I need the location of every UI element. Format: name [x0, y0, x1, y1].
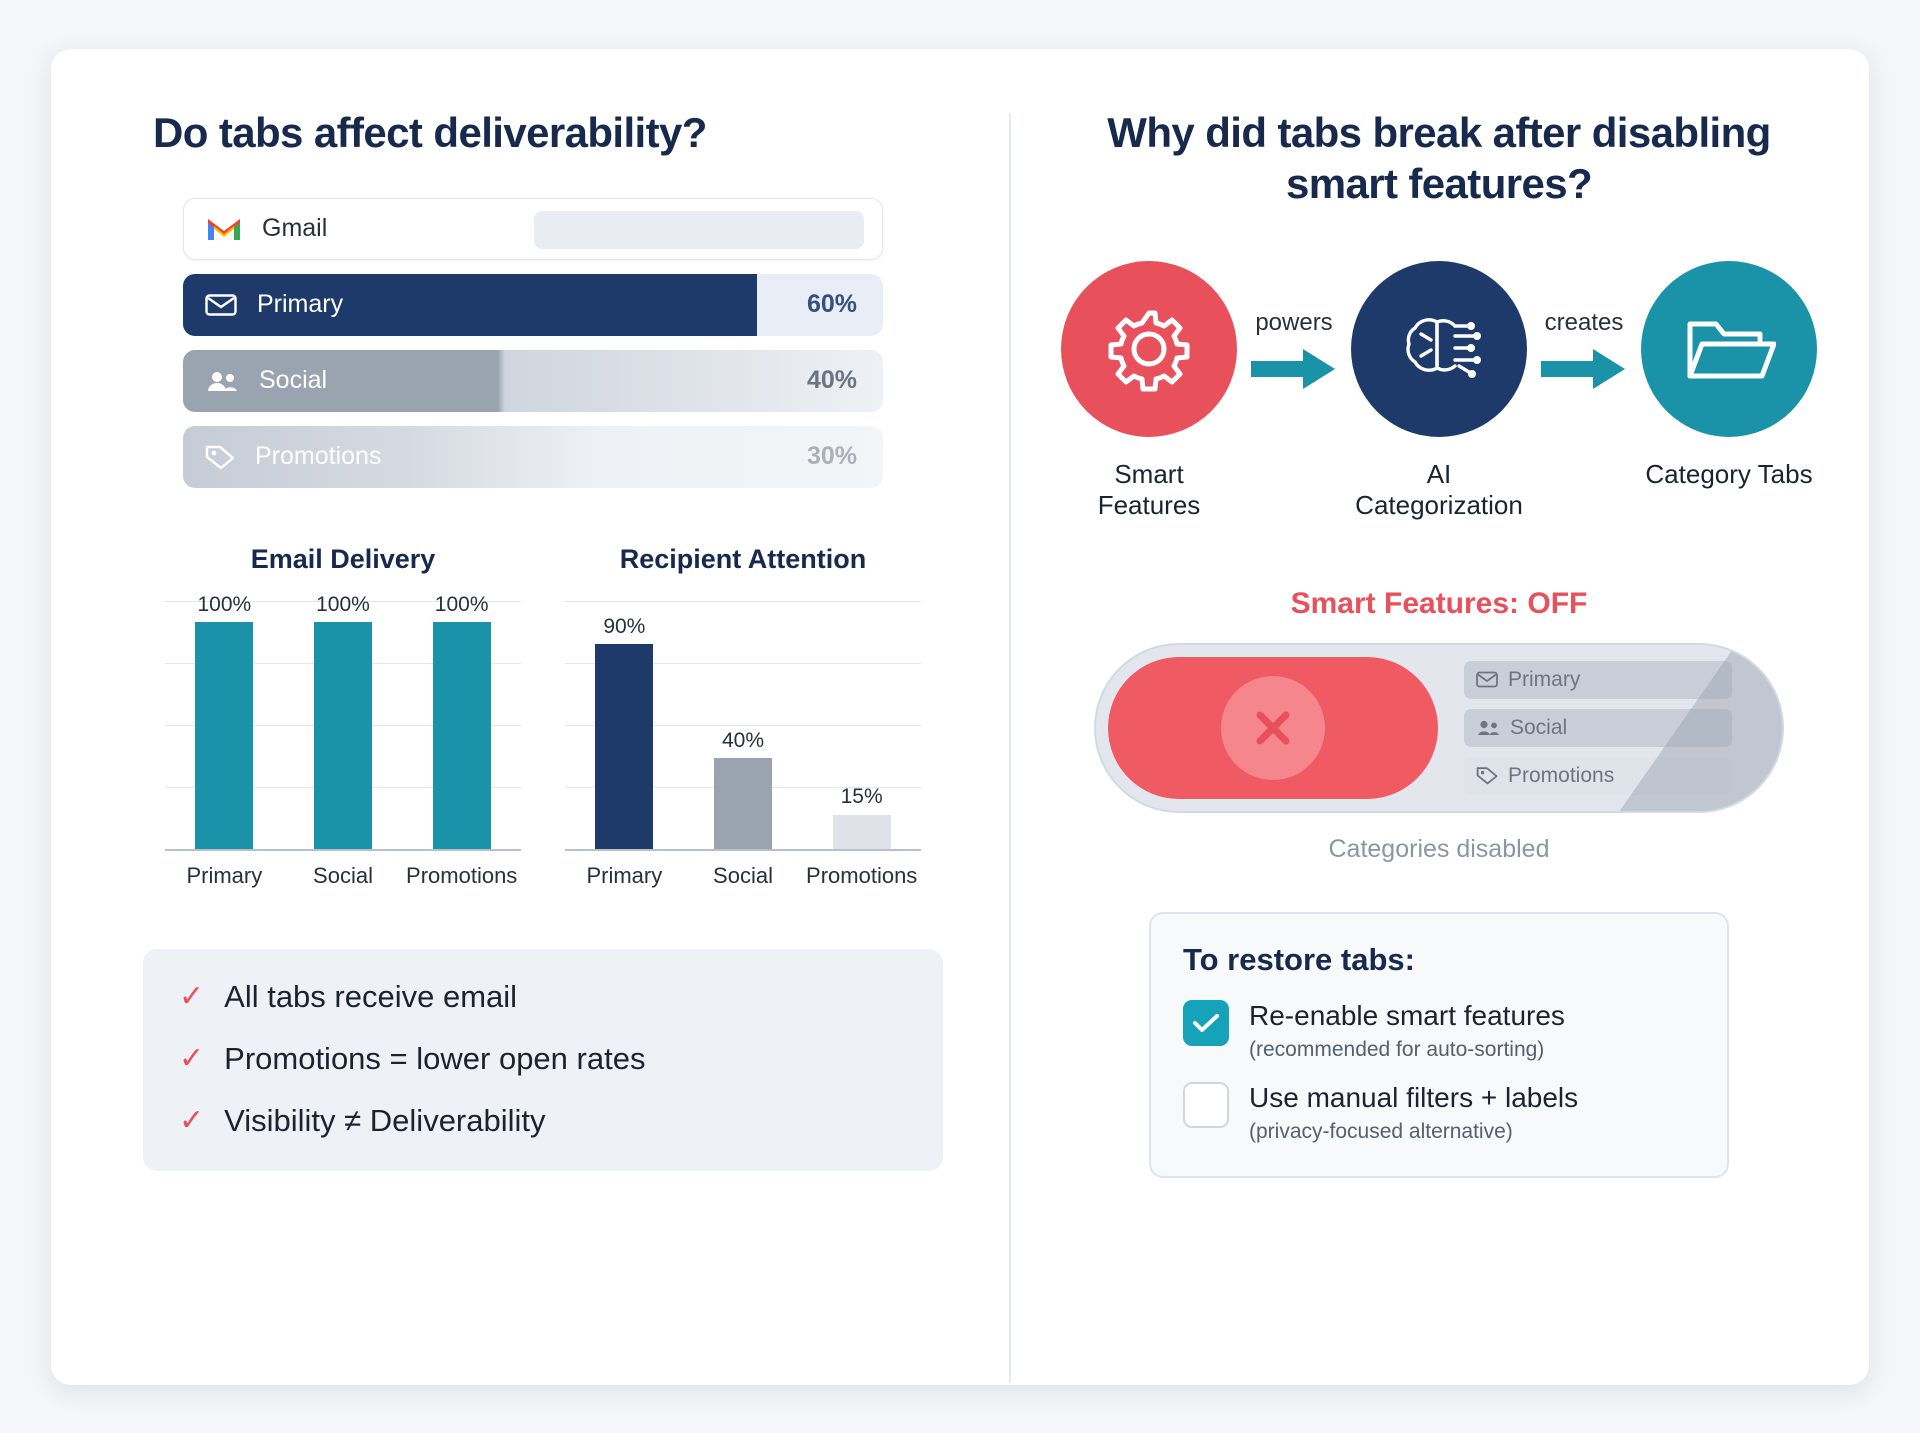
x-icon: [1221, 676, 1325, 780]
arrow-right-icon: [1251, 347, 1337, 391]
chart-plot-email-delivery: [165, 592, 521, 851]
arrow-right-icon: [1541, 347, 1627, 391]
x-label: Promotions: [406, 862, 518, 888]
people-icon: [1476, 719, 1500, 736]
bar-value: 100%: [197, 592, 252, 616]
arrow-label: creates: [1544, 308, 1624, 336]
restore-option-label: Re-enable smart features: [1249, 999, 1565, 1031]
chart-title-email-delivery: Email Delivery: [250, 543, 436, 574]
arrow-label: powers: [1255, 308, 1333, 336]
mini-tab-label: Promotions: [1508, 763, 1615, 787]
flow-label-smart-features: Smart Features: [1097, 458, 1201, 520]
right-column: [1009, 49, 1869, 1385]
check-icon: ✓: [179, 1103, 205, 1137]
charts-row: [143, 544, 957, 889]
left-title: Do tabs affect deliverability?: [153, 108, 707, 156]
tab-value-primary: 60%: [806, 290, 857, 319]
tag-icon: [205, 444, 235, 470]
tab-row-gmail: [183, 198, 883, 260]
restore-option-label: Use manual filters + labels: [1249, 1082, 1579, 1114]
flow-arrow-creates: [1527, 261, 1641, 391]
tab-label-primary: Primary: [257, 290, 344, 319]
left-column: [51, 49, 1009, 1385]
bar-primary: [195, 622, 253, 849]
x-label: Primary: [586, 862, 663, 888]
tab-value-social: 40%: [806, 366, 857, 395]
chart-plot-recipient-attention: [565, 601, 921, 851]
tab-label-gmail: Gmail: [262, 214, 328, 243]
flow-node-smart-features: [1061, 261, 1237, 521]
right-title: Why did tabs break after disabling smart features?: [1107, 108, 1771, 207]
restore-heading: To restore tabs:: [1183, 941, 1415, 977]
flow-node-ai-categorization: [1351, 261, 1527, 521]
bar-social: [714, 758, 772, 849]
flow-arrow-powers: [1237, 261, 1351, 391]
checkbox-unchecked-icon[interactable]: [1183, 1082, 1229, 1128]
smart-features-status: Smart Features: OFF: [1290, 586, 1588, 620]
tab-label-promotions: Promotions: [255, 442, 382, 471]
list-item-label: Promotions = lower open rates: [224, 1040, 646, 1076]
bar-value: 40%: [721, 728, 764, 752]
restore-option-sublabel: (recommended for auto-sorting): [1249, 1038, 1545, 1062]
folder-icon: [1641, 261, 1817, 437]
bar-group: [426, 592, 498, 849]
chart-recipient-attention: [543, 544, 943, 889]
restore-option-manual[interactable]: [1183, 1082, 1695, 1144]
bar-value: 90%: [603, 614, 646, 638]
check-icon: ✓: [179, 1041, 205, 1075]
mini-tab-label: Social: [1510, 715, 1568, 739]
list-item: [179, 1041, 907, 1077]
bar-value: 15%: [840, 784, 883, 808]
list-item: [179, 1103, 907, 1139]
smart-features-toggle[interactable]: [1094, 643, 1784, 813]
gmail-tab-stack: [183, 198, 883, 488]
gear-icon: [1061, 261, 1237, 437]
check-icon: ✓: [179, 979, 205, 1013]
mini-tab-label: Primary: [1508, 667, 1581, 691]
flow-label-category-tabs: Category Tabs: [1645, 458, 1813, 489]
list-item: [179, 979, 907, 1015]
gmail-search-bar[interactable]: [534, 211, 864, 249]
bar-social: [314, 622, 372, 849]
brain-circuit-icon: [1351, 261, 1527, 437]
bar-group: [707, 601, 779, 849]
bar-group: [826, 601, 898, 849]
bar-primary: [595, 644, 653, 849]
envelope-icon: [1476, 671, 1498, 688]
x-label: Social: [313, 862, 373, 888]
envelope-icon: [205, 293, 237, 317]
tab-value-promotions: 30%: [806, 442, 857, 471]
tag-icon: [1476, 766, 1498, 785]
toggle-knob[interactable]: [1108, 657, 1438, 799]
tab-row-promotions[interactable]: [183, 426, 883, 488]
x-label: Promotions: [806, 862, 918, 888]
bar-value: 100%: [434, 592, 489, 616]
people-icon: [205, 369, 239, 393]
restore-option-sublabel: (privacy-focused alternative): [1249, 1120, 1513, 1144]
flow-diagram: [1061, 261, 1817, 521]
list-item-label: All tabs receive email: [224, 978, 518, 1014]
bar-promotions: [833, 815, 891, 849]
restore-tabs-panel: [1149, 912, 1729, 1178]
bar-group: [588, 601, 660, 849]
bar-value: 100%: [316, 592, 370, 616]
takeaways-list: [143, 949, 943, 1171]
gmail-icon: [206, 215, 242, 243]
mini-tab-primary: [1464, 661, 1732, 699]
chart-x-labels-email-delivery: [165, 863, 521, 889]
tab-label-social: Social: [259, 366, 328, 395]
tab-row-primary[interactable]: [183, 274, 883, 336]
checkbox-checked-icon[interactable]: [1183, 1000, 1229, 1046]
list-item-label: Visibility ≠ Deliverability: [224, 1102, 546, 1138]
infographic-card: [51, 49, 1869, 1385]
toggle-caption: Categories disabled: [1328, 834, 1550, 863]
x-label: Primary: [186, 862, 263, 888]
x-label: Social: [713, 862, 773, 888]
chart-title-recipient-attention: Recipient Attention: [619, 543, 867, 574]
tab-row-social[interactable]: [183, 350, 883, 412]
restore-option-reenable[interactable]: [1183, 1000, 1695, 1062]
flow-label-ai-categorization: AI Categorization: [1355, 458, 1523, 520]
bar-group: [307, 592, 379, 849]
bar-promotions: [433, 622, 491, 849]
bar-group: [188, 592, 260, 849]
chart-x-labels-recipient-attention: [565, 863, 921, 889]
chart-email-delivery: [143, 544, 543, 889]
flow-node-category-tabs: [1641, 261, 1817, 490]
